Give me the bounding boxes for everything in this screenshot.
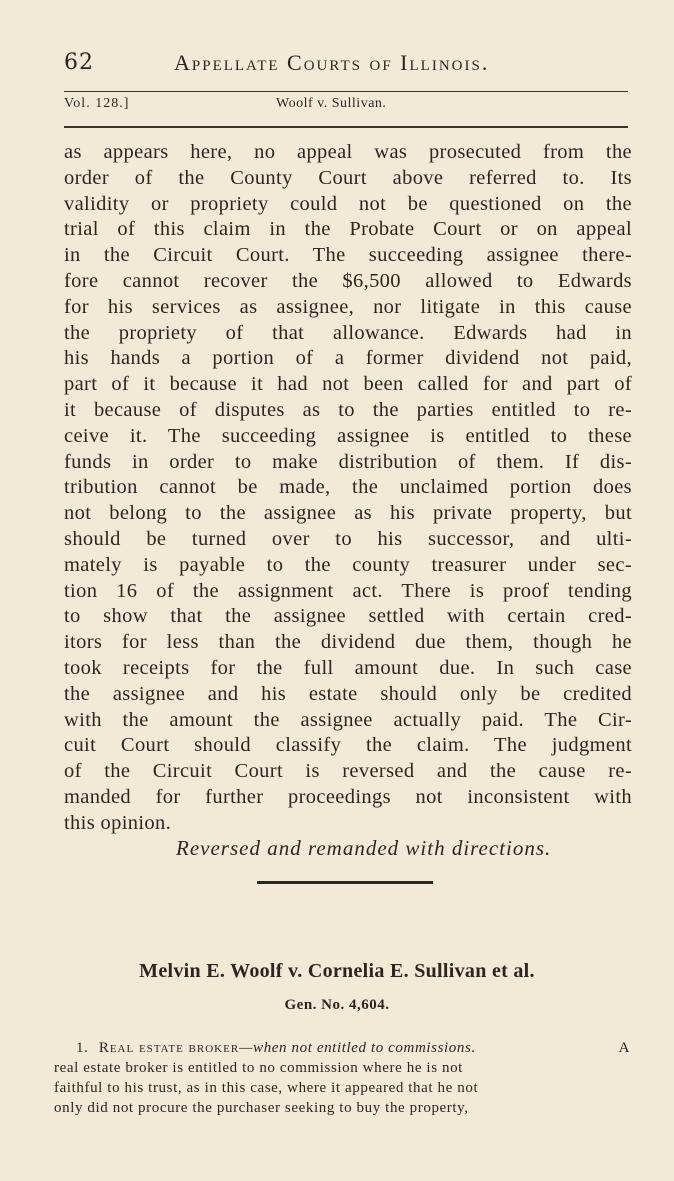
case-running-head: Woolf v. Sullivan. — [276, 96, 387, 111]
case-separator — [257, 881, 433, 884]
text-line: not belong to the assignee as his private property, but — [64, 502, 632, 525]
headnote-number: 1. — [76, 1040, 89, 1056]
headnote-first-line-tail: A — [618, 1040, 630, 1056]
text-line: tion 16 of the assignment act. There is proof tending — [64, 579, 632, 602]
next-case-number: Gen. No. 4,604. — [284, 997, 390, 1013]
text-line: in the Circuit Court. The succeeding assignee there- — [64, 244, 632, 267]
text-line: manded for further proceedings not inconsistent with — [64, 785, 632, 808]
headnote-line: real estate broker is entitled to no commission where he is not — [54, 1060, 463, 1076]
text-line: to show that the assignee settled with certain cred- — [64, 605, 632, 628]
running-title: Appellate Courts of Illinois. — [174, 50, 490, 75]
text-line: as appears here, no appeal was prosecuted from the — [64, 141, 632, 163]
text-line: fore cannot recover the $6,500 allowed to Edwards — [64, 269, 632, 292]
page-header — [64, 50, 544, 82]
text-line: it because of disputes as to the parties entitled to re- — [64, 398, 632, 421]
text-line: took receipts for the full amount due. In such case — [64, 656, 632, 679]
headnote — [54, 1038, 630, 1118]
sub-header-rule — [64, 126, 628, 128]
headnote-line: faithful to his trust, as in this case, where it appeared that he not — [54, 1080, 479, 1096]
text-line: cuit Court should classify the claim. The judgment — [64, 734, 632, 757]
text-line: order of the County Court above referred to. Its — [64, 166, 632, 189]
text-line: with the amount the assignee actually paid. The Cir- — [64, 708, 632, 731]
page-number: 62 — [64, 50, 94, 75]
text-line: funds in order to make distribution of them. If dis- — [64, 450, 632, 473]
text-line: itors for less than the dividend due them, though he — [64, 631, 632, 654]
text-line: this opinion. — [64, 811, 172, 834]
text-line: for his services as assignee, nor litigate in this cause — [64, 295, 632, 318]
text-line: the assignee and his estate should only be credited — [64, 682, 632, 705]
text-line: trial of this claim in the Probate Court or on appeal — [64, 218, 632, 241]
opinion-text — [64, 140, 632, 837]
headnote-line: only did not procure the purchaser seeking to buy the property, — [54, 1100, 469, 1116]
sub-header — [64, 96, 628, 116]
text-line: of the Circuit Court is reversed and the cause re- — [64, 760, 632, 783]
text-line: validity or propriety could not be questioned on the — [64, 192, 632, 215]
text-line: ceive it. The succeeding assignee is entitled to these — [64, 424, 632, 447]
disposition: Reversed and remanded with directions. — [176, 836, 552, 860]
text-line: his hands a portion of a former dividend not paid, — [64, 347, 632, 370]
text-line: mately is payable to the county treasurer under sec- — [64, 553, 632, 576]
headnote-first-line — [76, 1038, 630, 1058]
header-rule — [64, 91, 628, 92]
text-line: the propriety of that allowance. Edwards had in — [64, 321, 632, 344]
next-case-title: Melvin E. Woolf v. Cornelia E. Sullivan et al. — [139, 960, 535, 982]
text-line: should be turned over to his successor, and ulti- — [64, 527, 632, 550]
headnote-subtopic: —when not entitled to commissions. — [239, 1040, 476, 1056]
text-line: part of it because it had not been called for and part of — [64, 373, 632, 396]
text-line: tribution cannot be made, the unclaimed portion does — [64, 476, 632, 499]
volume-label: Vol. 128.] — [64, 96, 130, 111]
headnote-topic: Real estate broker — [98, 1040, 240, 1056]
